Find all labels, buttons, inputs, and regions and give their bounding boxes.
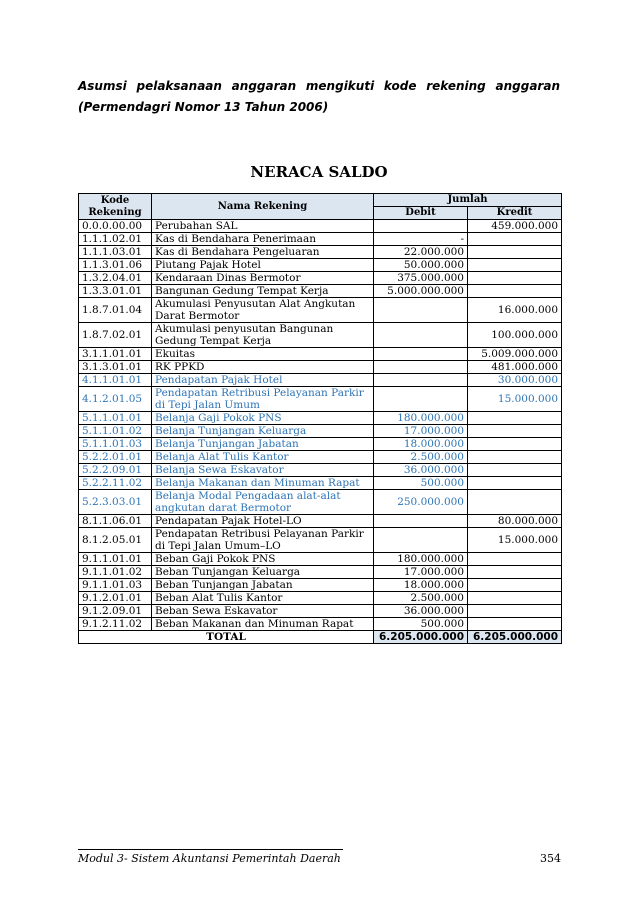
row-kredit — [468, 490, 562, 515]
header-kredit: Kredit — [468, 207, 562, 220]
row-nama-rekening: Beban Gaji Pokok PNS — [152, 553, 374, 566]
header-kode-line1: Kode — [100, 194, 130, 206]
row-kredit — [468, 412, 562, 425]
row-kredit — [468, 451, 562, 464]
row-kredit — [468, 579, 562, 592]
row-debit: 500.000 — [374, 618, 468, 631]
row-kredit — [468, 285, 562, 298]
row-kode: 0.0.0.00.00 — [79, 220, 152, 233]
row-kredit: 481.000.000 — [468, 361, 562, 374]
row-debit: - — [374, 233, 468, 246]
table-row — [79, 246, 562, 259]
total-kredit: 6.205.000.000 — [468, 631, 562, 644]
row-debit: 180.000.000 — [374, 412, 468, 425]
row-kredit — [468, 259, 562, 272]
table-body — [79, 220, 562, 631]
row-nama-rekening: Beban Tunjangan Jabatan — [152, 579, 374, 592]
table-row — [79, 605, 562, 618]
row-kode: 9.1.2.11.02 — [79, 618, 152, 631]
row-kredit — [468, 605, 562, 618]
row-debit: 5.000.000.000 — [374, 285, 468, 298]
row-nama-rekening: Belanja Tunjangan Jabatan — [152, 438, 374, 451]
header-debit: Debit — [374, 207, 468, 220]
row-kode: 1.3.2.04.01 — [79, 272, 152, 285]
row-kredit — [468, 592, 562, 605]
row-nama-rekening: RK PPKD — [152, 361, 374, 374]
row-kode: 1.8.7.01.04 — [79, 298, 152, 323]
row-debit — [374, 515, 468, 528]
header-kode — [79, 194, 152, 220]
table-row — [79, 323, 562, 348]
row-debit: 2.500.000 — [374, 451, 468, 464]
table-row — [79, 490, 562, 515]
row-kredit: 30.000.000 — [468, 374, 562, 387]
table-row — [79, 298, 562, 323]
total-row — [79, 631, 562, 644]
row-kode: 9.1.1.01.01 — [79, 553, 152, 566]
table-row — [79, 285, 562, 298]
row-kode: 9.1.1.01.03 — [79, 579, 152, 592]
row-nama-rekening: Perubahan SAL — [152, 220, 374, 233]
row-kredit — [468, 464, 562, 477]
row-nama-rekening: Ekuitas — [152, 348, 374, 361]
row-nama-rekening: Belanja Makanan dan Minuman Rapat — [152, 477, 374, 490]
row-nama-rekening: Kas di Bendahara Penerimaan — [152, 233, 374, 246]
row-nama-rekening: Bangunan Gedung Tempat Kerja — [152, 285, 374, 298]
table-row — [79, 387, 562, 412]
row-kode: 1.1.1.03.01 — [79, 246, 152, 259]
row-kredit — [468, 425, 562, 438]
row-debit: 250.000.000 — [374, 490, 468, 515]
row-debit: 22.000.000 — [374, 246, 468, 259]
row-debit: 17.000.000 — [374, 425, 468, 438]
row-nama-rekening: Piutang Pajak Hotel — [152, 259, 374, 272]
row-kode: 5.1.1.01.01 — [79, 412, 152, 425]
header-nama-rekening: Nama Rekening — [152, 194, 374, 220]
row-debit: 18.000.000 — [374, 579, 468, 592]
row-nama-rekening: Belanja Sewa Eskavator — [152, 464, 374, 477]
row-debit — [374, 348, 468, 361]
row-kode: 5.2.2.11.02 — [79, 477, 152, 490]
table-row — [79, 361, 562, 374]
row-debit — [374, 387, 468, 412]
page-title: NERACA SALDO — [250, 163, 388, 181]
row-kode: 9.1.2.09.01 — [79, 605, 152, 618]
table-row — [79, 259, 562, 272]
row-kredit: 459.000.000 — [468, 220, 562, 233]
row-kode: 1.1.3.01.06 — [79, 259, 152, 272]
row-debit: 36.000.000 — [374, 464, 468, 477]
total-label: TOTAL — [79, 631, 374, 644]
table-row — [79, 272, 562, 285]
header-kode-line2: Rekening — [88, 206, 142, 218]
row-nama-rekening: Beban Sewa Eskavator — [152, 605, 374, 618]
row-kode: 5.2.2.09.01 — [79, 464, 152, 477]
row-kode: 1.1.1.02.01 — [79, 233, 152, 246]
row-kredit — [468, 553, 562, 566]
row-kode: 9.1.2.01.01 — [79, 592, 152, 605]
row-kode: 3.1.1.01.01 — [79, 348, 152, 361]
row-debit — [374, 298, 468, 323]
table-row — [79, 220, 562, 233]
footer-divider — [78, 849, 343, 850]
row-kode: 4.1.1.01.01 — [79, 374, 152, 387]
table-row — [79, 618, 562, 631]
row-debit: 180.000.000 — [374, 553, 468, 566]
table-row — [79, 592, 562, 605]
row-debit: 500.000 — [374, 477, 468, 490]
row-kode: 8.1.2.05.01 — [79, 528, 152, 553]
row-kode: 5.1.1.01.03 — [79, 438, 152, 451]
table-row — [79, 425, 562, 438]
row-nama-rekening: Belanja Alat Tulis Kantor — [152, 451, 374, 464]
table-row — [79, 464, 562, 477]
row-nama-rekening: Belanja Tunjangan Keluarga — [152, 425, 374, 438]
row-debit: 375.000.000 — [374, 272, 468, 285]
table-row — [79, 579, 562, 592]
row-debit — [374, 374, 468, 387]
row-kredit — [468, 566, 562, 579]
row-kode: 8.1.1.06.01 — [79, 515, 152, 528]
row-kode: 4.1.2.01.05 — [79, 387, 152, 412]
row-debit — [374, 528, 468, 553]
row-debit: 2.500.000 — [374, 592, 468, 605]
row-nama-rekening: Beban Alat Tulis Kantor — [152, 592, 374, 605]
row-debit — [374, 361, 468, 374]
neraca-saldo-table — [78, 193, 562, 644]
total-debit: 6.205.000.000 — [374, 631, 468, 644]
row-nama-rekening: Pendapatan Pajak Hotel — [152, 374, 374, 387]
row-debit: 36.000.000 — [374, 605, 468, 618]
row-kode: 5.1.1.01.02 — [79, 425, 152, 438]
table-row — [79, 233, 562, 246]
row-kredit: 5.009.000.000 — [468, 348, 562, 361]
row-nama-rekening: Belanja Gaji Pokok PNS — [152, 412, 374, 425]
row-nama-rekening: Pendapatan Pajak Hotel-LO — [152, 515, 374, 528]
row-kredit — [468, 438, 562, 451]
row-kredit — [468, 618, 562, 631]
page-number: 354 — [540, 852, 561, 865]
header-jumlah: Jumlah — [374, 194, 562, 207]
row-debit — [374, 220, 468, 233]
row-kode: 3.1.3.01.01 — [79, 361, 152, 374]
footer-module-title: Modul 3- Sistem Akuntansi Pemerintah Daerah — [78, 852, 341, 865]
table-header-row — [79, 194, 562, 207]
table-row — [79, 553, 562, 566]
row-debit: 50.000.000 — [374, 259, 468, 272]
row-kode: 5.2.3.03.01 — [79, 490, 152, 515]
table-row — [79, 438, 562, 451]
row-kredit: 80.000.000 — [468, 515, 562, 528]
row-kode: 5.2.2.01.01 — [79, 451, 152, 464]
table-row — [79, 566, 562, 579]
row-kode: 1.3.3.01.01 — [79, 285, 152, 298]
row-kredit: 15.000.000 — [468, 528, 562, 553]
row-kredit: 15.000.000 — [468, 387, 562, 412]
row-nama-rekening: Belanja Modal Pengadaan alat-alat angkutan darat Bermotor — [152, 490, 374, 515]
table-row — [79, 528, 562, 553]
intro-line-2: (Permendagri Nomor 13 Tahun 2006) — [78, 100, 329, 114]
row-kredit — [468, 233, 562, 246]
row-kredit: 100.000.000 — [468, 323, 562, 348]
row-kredit — [468, 246, 562, 259]
table-row — [79, 451, 562, 464]
row-debit: 18.000.000 — [374, 438, 468, 451]
row-nama-rekening: Pendapatan Retribusi Pelayanan Parkir di Tepi Jalan Umum — [152, 387, 374, 412]
table-row — [79, 477, 562, 490]
row-nama-rekening: Beban Tunjangan Keluarga — [152, 566, 374, 579]
row-kode: 1.8.7.02.01 — [79, 323, 152, 348]
row-kredit — [468, 477, 562, 490]
row-kredit — [468, 272, 562, 285]
row-debit — [374, 323, 468, 348]
row-kredit: 16.000.000 — [468, 298, 562, 323]
table-row — [79, 412, 562, 425]
row-debit: 17.000.000 — [374, 566, 468, 579]
row-nama-rekening: Akumulasi penyusutan Bangunan Gedung Tempat Kerja — [152, 323, 374, 348]
row-kode: 9.1.1.01.02 — [79, 566, 152, 579]
table-row — [79, 515, 562, 528]
row-nama-rekening: Beban Makanan dan Minuman Rapat — [152, 618, 374, 631]
row-nama-rekening: Kas di Bendahara Pengeluaran — [152, 246, 374, 259]
table-row — [79, 374, 562, 387]
intro-line-1: Asumsi pelaksanaan anggaran mengikuti kode rekening anggaran — [78, 79, 560, 93]
row-nama-rekening: Kendaraan Dinas Bermotor — [152, 272, 374, 285]
row-nama-rekening: Pendapatan Retribusi Pelayanan Parkir di Tepi Jalan Umum–LO — [152, 528, 374, 553]
table-row — [79, 348, 562, 361]
row-nama-rekening: Akumulasi Penyusutan Alat Angkutan Darat Bermotor — [152, 298, 374, 323]
